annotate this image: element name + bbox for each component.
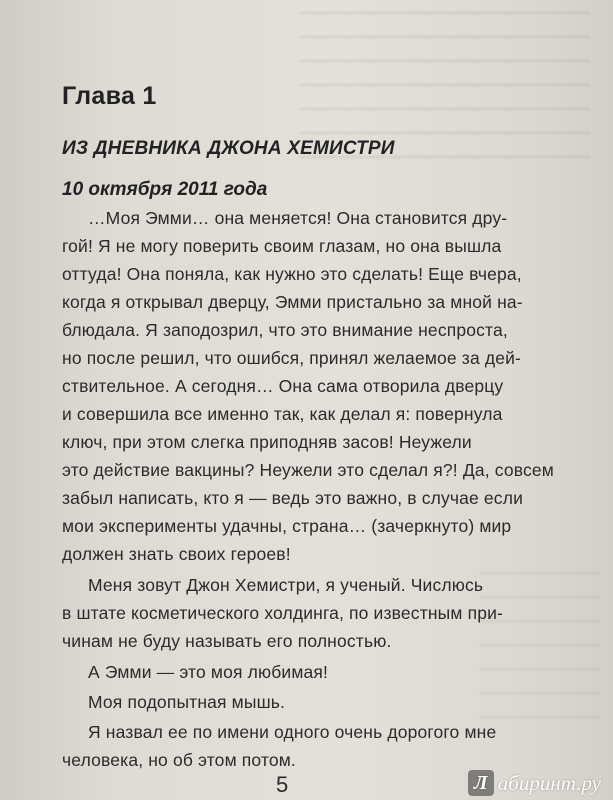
text-line: когда я открывал дверцу, Эмми пристально за мной на-	[62, 292, 523, 312]
text-line: в штате косметического холдинга, по известным при-	[62, 603, 504, 623]
text-line: Моя подопытная мышь.	[88, 692, 286, 712]
diary-date: 10 октября 2011 года	[62, 179, 268, 200]
text-line: мои эксперименты удачны, страна… (зачеркнуто) мир	[62, 516, 512, 536]
page-number: 5	[276, 772, 289, 797]
text-line: …Моя Эмми… она меняется! Она становится дру-	[88, 208, 508, 228]
labirint-watermark	[468, 770, 601, 796]
text-line: забыл написать, кто я — ведь это важно, в случае если	[62, 488, 523, 508]
text-line: но после решил, что ошибся, принял желаемое за дей-	[62, 348, 522, 368]
watermark-text: абиринт.ру	[497, 770, 601, 795]
text-line: блюдала. Я заподозрил, что это внимание неспроста,	[62, 320, 508, 340]
text-line: Меня зовут Джон Хемистри, я ученый. Числюсь	[88, 575, 484, 595]
diary-heading: ИЗ ДНЕВНИКА ДЖОНА ХЕМИСТРИ	[62, 138, 395, 159]
text-line: должен знать своих героев!	[62, 544, 291, 564]
labirint-logo-icon: Л	[468, 770, 494, 796]
text-line: Я назвал ее по имени одного очень дорогого мне	[88, 722, 497, 742]
text-line: А Эмми — это моя любимая!	[88, 662, 329, 682]
text-line: человека, но об этом потом.	[62, 750, 296, 770]
text-line: это действие вакцины? Неужели это сделал я?! Да, совсем	[62, 460, 554, 480]
text-line: чинам не буду называть его полностью.	[62, 631, 392, 651]
bleed-through-text-lower	[480, 560, 600, 730]
text-line: и совершила все именно так, как делал я: повернула	[62, 404, 503, 424]
text-line: оттуда! Она поняла, как нужно это сделать! Еще вчера,	[62, 264, 522, 284]
text-line: гой! Я не могу поверить своим глазам, но она вышла	[62, 236, 502, 256]
chapter-title: Глава 1	[62, 82, 157, 110]
text-line: ствительное. А сегодня… Она сама отворила дверцу	[62, 376, 504, 396]
text-line: ключ, при этом слегка приподняв засов! Неужели	[62, 432, 472, 452]
